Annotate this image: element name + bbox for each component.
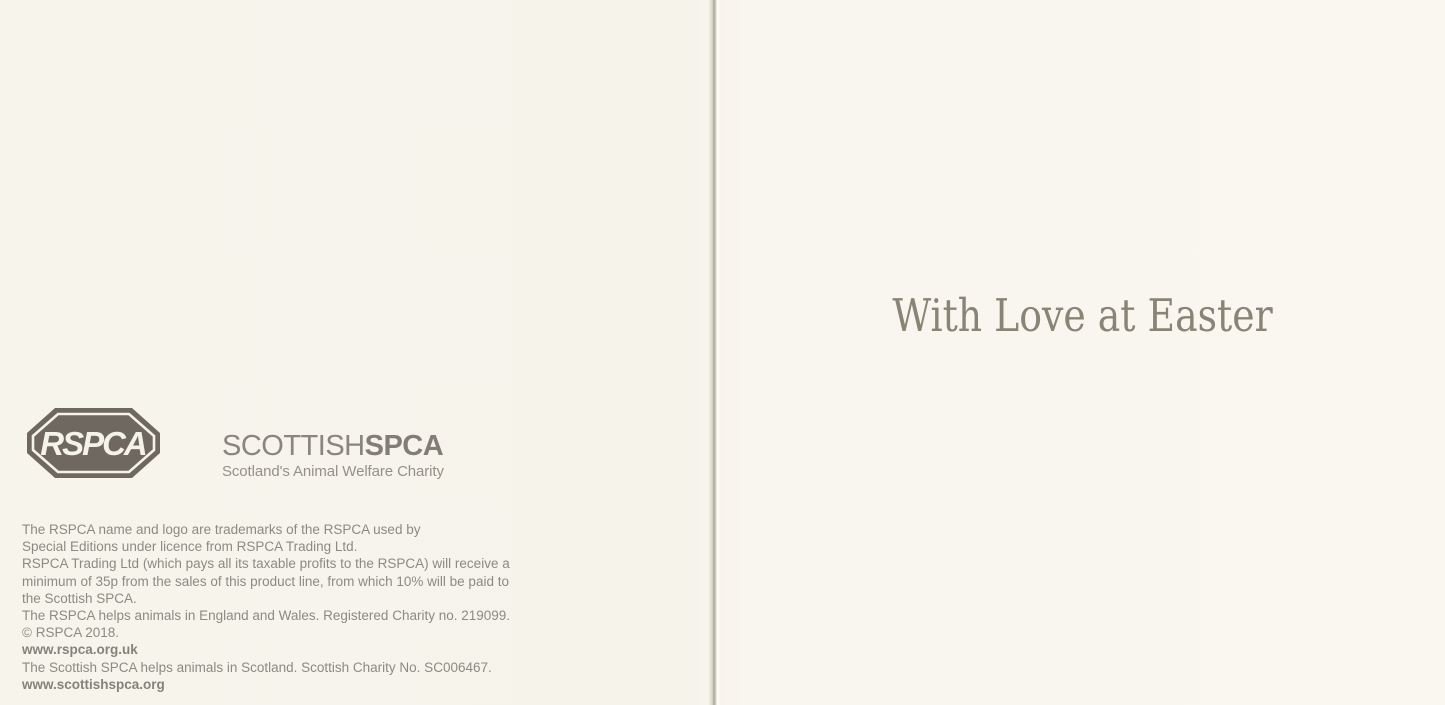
rspca-logo-text: RSPCA [40, 425, 146, 462]
scottish-spca-logo [222, 431, 444, 481]
legal-line: The RSPCA name and logo are trademarks of the RSPCA used by [22, 522, 421, 537]
card-fold-crease [709, 0, 720, 705]
scottish-spca-wordmark-regular: SCOTTISH [222, 430, 365, 462]
rspca-logo [27, 408, 160, 478]
legal-line: Special Editions under licence from RSPCA Trading Ltd. [22, 539, 358, 555]
easter-greeting: With Love at Easter [892, 289, 1273, 342]
scottish-spca-tagline: Scotland's Animal Welfare Charity [222, 463, 444, 480]
legal-line: The RSPCA helps animals in England and Wales. Registered Charity no. 219099. [22, 608, 511, 624]
legal-line: minimum of 35p from the sales of this product line, from which 10% will be paid to [22, 573, 509, 589]
scottish-spca-url: www.scottishspca.org [22, 676, 165, 692]
rspca-url: www.rspca.org.uk [22, 642, 138, 658]
card-front-page [720, 0, 1445, 705]
legal-line: The Scottish SPCA helps animals in Scotland. Scottish Charity No. SC006467. [22, 659, 492, 675]
legal-line: the Scottish SPCA. [22, 590, 137, 606]
scottish-spca-wordmark-bold: SPCA [364, 430, 444, 462]
card-back-page [0, 0, 713, 705]
legal-line: RSPCA Trading Ltd (which pays all its taxable profits to the RSPCA) will receive a [22, 556, 510, 572]
legal-text-block [22, 521, 542, 693]
scottish-spca-wordmark [222, 431, 444, 461]
legal-line-copyright: © RSPCA 2018. [22, 625, 119, 641]
